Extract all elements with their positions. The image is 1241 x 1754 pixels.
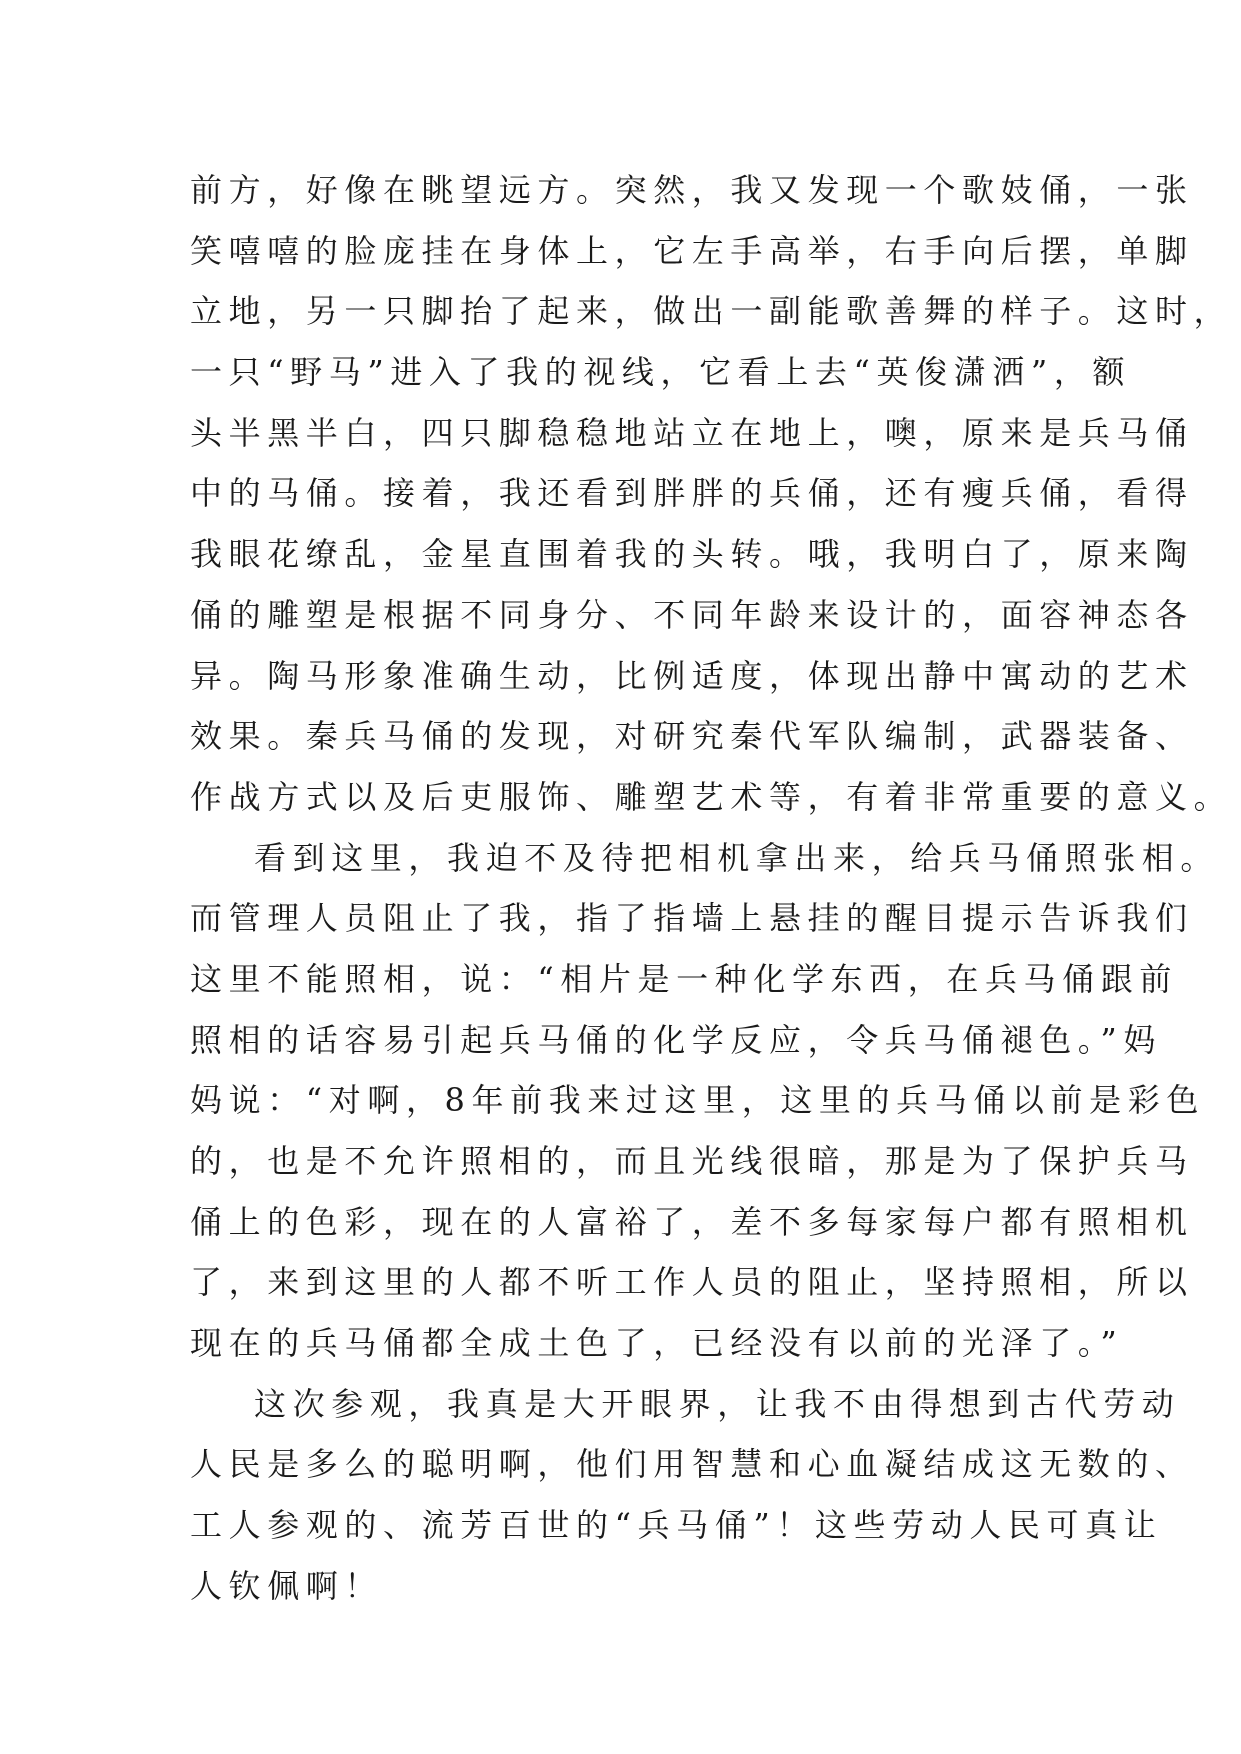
- text-line: 作战方式以及后吏服饰、雕塑艺术等，有着非常重要的意义。: [190, 777, 1233, 816]
- text-line: 头半黑半白，四只脚稳稳地站立在地上，噢，原来是兵马俑: [190, 413, 1194, 452]
- text-line: 工人参观的、流芳百世的“兵马俑”！这些劳动人民可真让: [190, 1506, 1163, 1545]
- body-text: [190, 160, 1233, 1617]
- text-line: 笑嘻嘻的脸庞挂在身体上，它左手高举，右手向后摆，单脚: [190, 231, 1194, 270]
- text-line: 妈说：“对啊，8年前我来过这里，这里的兵马俑以前是彩色: [190, 1081, 1205, 1120]
- text-line: 中的马俑。接着，我还看到胖胖的兵俑，还有瘦兵俑，看得: [190, 474, 1194, 513]
- text-line: 一只“野马”进入了我的视线，它看上去“英俊潇洒”，额: [190, 353, 1132, 392]
- text-line: 人民是多么的聪明啊，他们用智慧和心血凝结成这无数的、: [190, 1445, 1194, 1484]
- text-line: 人钦佩啊！: [190, 1566, 384, 1605]
- paragraph-start-line: 看到这里，我迫不及待把相机拿出来，给兵马俑照张相。: [254, 838, 1220, 877]
- text-line: 这里不能照相，说：“相片是一种化学东西，在兵马俑跟前: [190, 959, 1178, 998]
- text-line: 现在的兵马俑都全成土色了，已经没有以前的光泽了。”: [190, 1324, 1124, 1363]
- text-line: 立地，另一只脚抬了起来，做出一副能歌善舞的样子。这时，: [190, 292, 1233, 331]
- text-line: 的，也是不允许照相的，而且光线很暗，那是为了保护兵马: [190, 1142, 1194, 1180]
- text-line: 效果。秦兵马俑的发现，对研究秦代军队编制，武器装备、: [190, 717, 1194, 756]
- text-line: 我眼花缭乱，金星直围着我的头转。哦，我明白了，原来陶: [190, 535, 1194, 574]
- text-line: 而管理人员阻止了我，指了指墙上悬挂的醒目提示告诉我们: [190, 899, 1194, 938]
- paragraph-start-line: 这次参观，我真是大开眼界，让我不由得想到古代劳动: [254, 1384, 1181, 1423]
- text-line: 异。陶马形象准确生动，比例适度，体现出静中寓动的艺术: [190, 656, 1194, 695]
- text-line: 俑的雕塑是根据不同身分、不同年龄来设计的，面容神态各: [190, 595, 1194, 634]
- text-line: 前方，好像在眺望远方。突然，我又发现一个歌妓俑，一张: [190, 171, 1194, 209]
- text-line: 照相的话容易引起兵马俑的化学反应，令兵马俑褪色。”妈: [190, 1020, 1162, 1059]
- text-line: 了，来到这里的人都不听工作人员的阻止，坚持照相，所以: [190, 1263, 1194, 1302]
- text-line: 俑上的色彩，现在的人富裕了，差不多每家每户都有照相机: [190, 1202, 1194, 1241]
